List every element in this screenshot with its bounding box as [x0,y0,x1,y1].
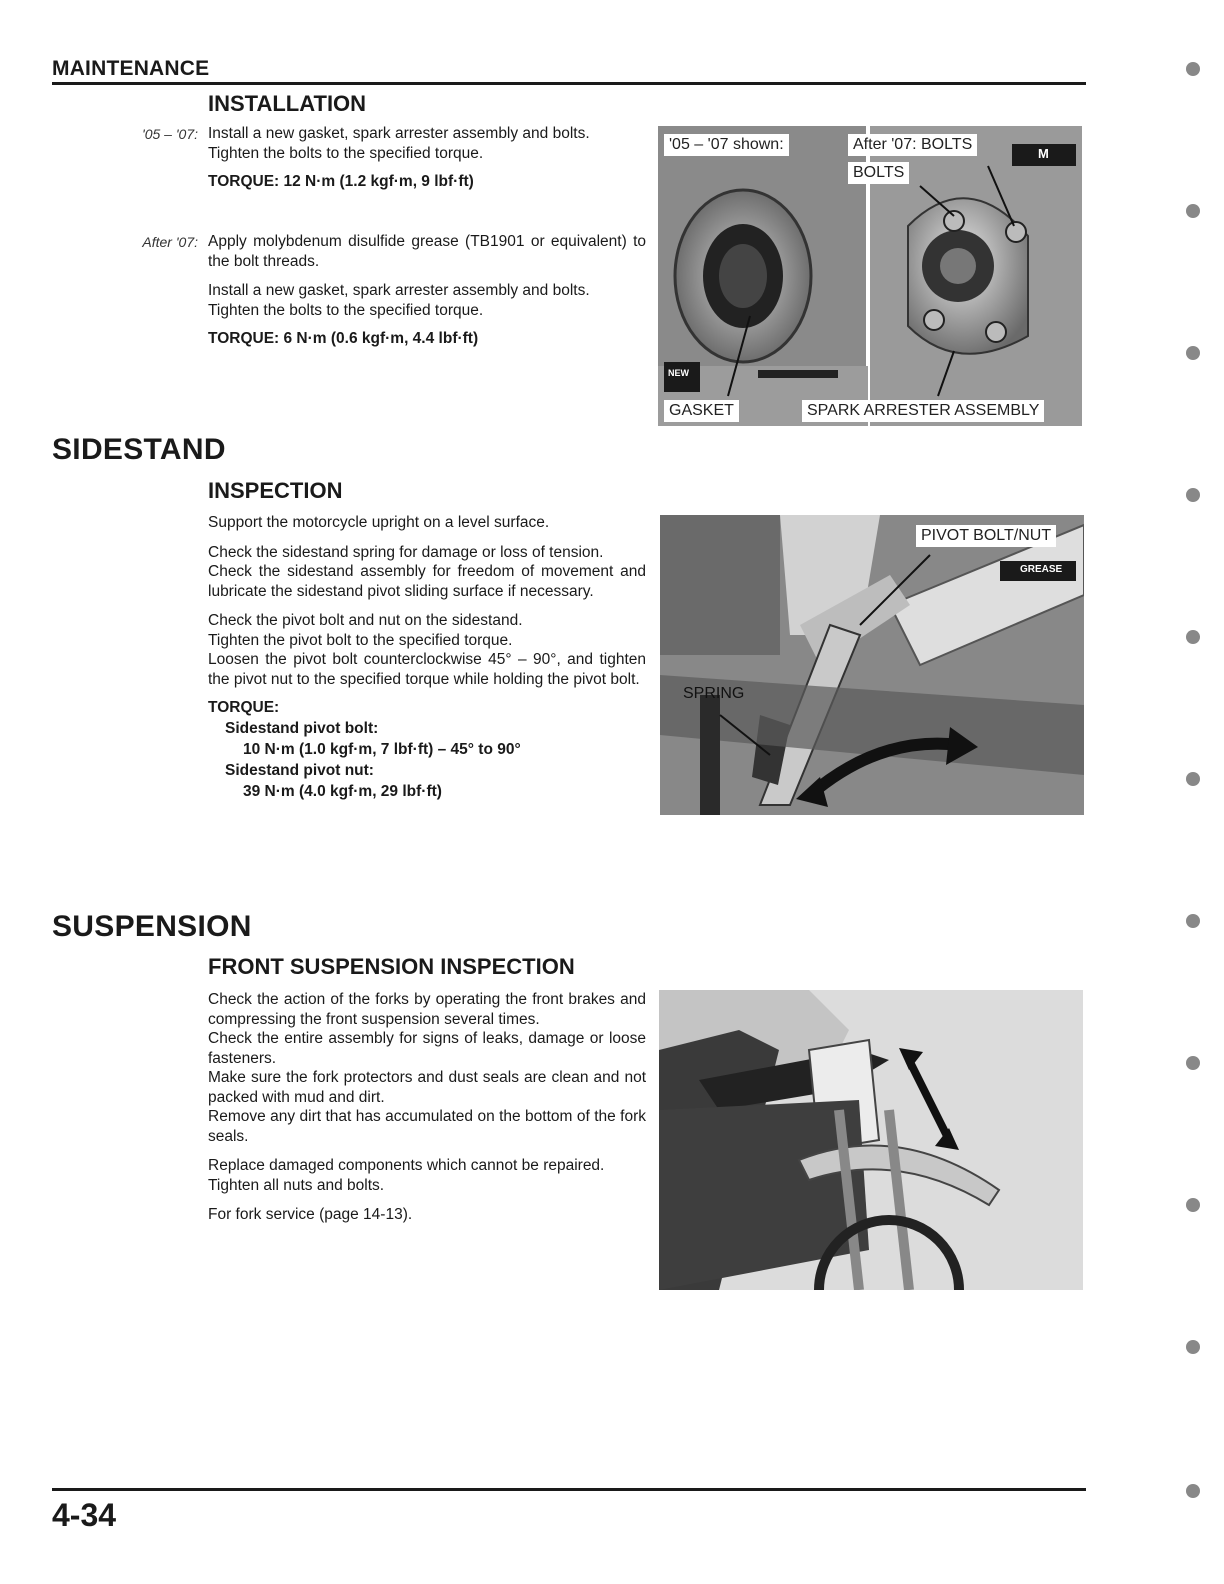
label-pivot-bolt-nut: PIVOT BOLT/NUT [916,525,1056,547]
torque-05-07: TORQUE: 12 N·m (1.2 kgf·m, 9 lbf·ft) [208,173,474,190]
header-section-label: MAINTENANCE [52,57,210,80]
sidestand-body [208,513,646,802]
suspension-p1: Check the action of the forks by operating the front brakes and compressing the front suspension several times. [208,991,646,1028]
installation-block-05-07 [208,124,646,192]
label-gasket: GASKET [664,400,739,422]
installation-title: INSTALLATION [208,91,367,116]
binder-hole [1186,630,1200,644]
label-05-07-shown: '05 – '07 shown: [664,134,789,156]
note-after-07: After '07: [142,234,198,250]
sidestand-p3: Check the sidestand assembly for freedom of movement and lubricate the sidestand pivot sliding surface if necessary. [208,563,646,600]
grease-badge: GREASE [1020,564,1063,575]
sidestand-bolt-value: 10 N·m (1.0 kgf·m, 7 lbf·ft) – 45° to 90° [243,741,521,758]
sidestand-p2: Check the sidestand spring for damage or loss of tension. [208,543,604,561]
suspension-title: SUSPENSION [52,910,252,943]
binder-hole [1186,204,1200,218]
install-text-after-07-2: Install a new gasket, spark arrester assembly and bolts. [208,282,590,299]
binder-hole [1186,1198,1200,1212]
sidestand-p6: Loosen the pivot bolt counterclockwise 45° – 90°, and tighten the pivot nut to the specified torque while holding the pivot bolt. [208,651,646,688]
sidestand-figure [660,515,1084,815]
suspension-figure [659,990,1083,1290]
suspension-p2: Check the entire assembly for signs of leaks, damage or loose fasteners. [208,1030,646,1067]
installation-block-after-07 [208,232,646,349]
sidestand-torque-label: TORQUE: [208,699,280,716]
install-text-after-07-3: Tighten the bolts to the specified torque. [208,301,484,319]
label-bolts: BOLTS [848,162,909,184]
binder-hole [1186,1340,1200,1354]
suspension-p4: Remove any dirt that has accumulated on the bottom of the fork seals. [208,1108,646,1145]
footer-rule [52,1488,1086,1491]
binder-hole [1186,346,1200,360]
binder-hole [1186,1056,1200,1070]
binder-hole [1186,914,1200,928]
page-number: 4-34 [52,1497,117,1533]
sidestand-p5: Tighten the pivot bolt to the specified torque. [208,631,513,649]
sidestand-bolt-label: Sidestand pivot bolt: [225,720,379,737]
binder-hole [1186,488,1200,502]
binder-hole [1186,1484,1200,1498]
suspension-subtitle: FRONT SUSPENSION INSPECTION [208,954,575,979]
label-after-07-bolts: After '07: BOLTS [848,134,977,156]
torque-after-07: TORQUE: 6 N·m (0.6 kgf·m, 4.4 lbf·ft) [208,330,479,347]
binder-hole [1186,62,1200,76]
suspension-p7: For fork service (page 14-13). [208,1206,413,1223]
install-text-05-07-1: Install a new gasket, spark arrester assembly and bolts. [208,125,590,142]
install-text-after-07-1: Apply molybdenum disulfide grease (TB1901 or equivalent) to the bolt threads. [208,233,646,270]
label-spring: SPRING [683,685,745,702]
sidestand-nut-label: Sidestand pivot nut: [225,762,374,779]
suspension-photo-illustration [659,990,1083,1290]
new-badge: NEW [668,368,689,378]
moly-grease-badge: M [1038,146,1049,161]
label-spark-arrester: SPARK ARRESTER ASSEMBLY [802,400,1044,422]
binder-hole [1186,772,1200,786]
install-text-05-07-2: Tighten the bolts to the specified torque. [208,144,484,162]
note-05-07: '05 – '07: [142,126,198,142]
suspension-body [208,990,646,1225]
sidestand-p4: Check the pivot bolt and nut on the sidestand. [208,612,523,629]
suspension-p5: Replace damaged components which cannot be repaired. [208,1157,605,1174]
header-rule [52,82,1086,85]
sidestand-photo-illustration [660,515,1084,815]
suspension-p3: Make sure the fork protectors and dust seals are clean and not packed with mud and dirt. [208,1069,646,1106]
sidestand-nut-value: 39 N·m (4.0 kgf·m, 29 lbf·ft) [243,783,442,800]
sidestand-title: SIDESTAND [52,433,226,466]
sidestand-p1: Support the motorcycle upright on a level surface. [208,514,550,531]
sidestand-subtitle: INSPECTION [208,478,343,503]
installation-figure [658,126,1082,426]
suspension-p6: Tighten all nuts and bolts. [208,1176,385,1194]
